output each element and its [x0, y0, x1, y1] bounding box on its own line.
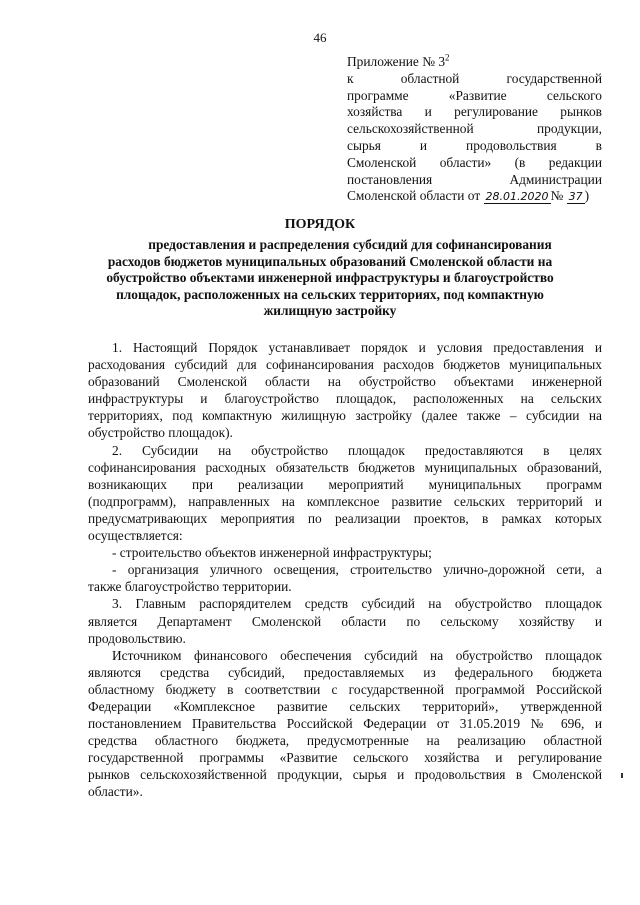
body-line: постановлением Правительства Российской Федерации от 31.05.2019 № 696, и	[88, 716, 602, 732]
handwritten-date: 28.01.2020	[485, 190, 549, 204]
appendix-date-prefix: Смоленской области от	[347, 188, 481, 204]
subtitle-line: предоставления и распределения субсидий для софинансирования	[148, 237, 552, 252]
document-title: ПОРЯДОК	[284, 217, 356, 232]
body-line: является Департамент Смоленской области по сельскому хозяйству и	[88, 613, 602, 629]
body-line: территориях, под компактную жилищную застройку (далее также – субсидии на	[88, 408, 602, 424]
body-line: (подпрограмм), направленных на комплексное развитие сельских территорий и	[88, 493, 602, 509]
appendix-title-text: Приложение № 3	[347, 54, 446, 69]
body-line: средства областного бюджета, предусмотренные на реализацию областной	[88, 733, 602, 749]
handwritten-number: 37	[568, 190, 583, 204]
body-line: обустройство площадок).	[88, 425, 233, 441]
body-line: области».	[88, 784, 143, 800]
subtitle-line: обустройство объектами инженерной инфраструктуры и благоустройство	[106, 270, 554, 286]
body-line: образований Смоленской области на обустройство объектами инженерной	[88, 374, 602, 390]
page-number: 46	[313, 30, 327, 45]
subtitle-line: жилищную застройку	[263, 303, 397, 319]
body-line: предусматривающих мероприятия по реализации проектов, в рамках которых	[88, 510, 602, 526]
document-body	[88, 339, 602, 801]
body-line: продовольствию.	[88, 630, 186, 646]
body-line: - организация уличного освещения, строительство улично-дорожной сети, а	[112, 562, 602, 578]
subtitle-line: площадок, расположенных на сельских территориях, под компактную	[116, 286, 544, 302]
appendix-superscript: 2	[445, 52, 450, 63]
body-line: являются средства субсидий, предоставляемых из федерального бюджета	[88, 664, 602, 680]
appendix-line: постановления Администрации	[347, 171, 602, 187]
subtitle-line: расходов бюджетов муниципальных образований Смоленской области на	[107, 253, 553, 269]
appendix-line: сырья и продовольствия в	[347, 137, 602, 153]
body-line: областному бюджету в соответствии с государственной программой Российской	[88, 681, 602, 697]
body-line: инфраструктуры и благоустройство площадок, расположенных на сельских	[88, 391, 602, 407]
appendix-line: сельскохозяйственной продукции,	[347, 121, 602, 137]
scan-margin-mark	[621, 773, 623, 778]
appendix-line: хозяйства и регулирование рынков	[347, 104, 602, 120]
body-line: 3. Главным распорядителем средств субсидий на обустройство площадок	[112, 596, 602, 612]
closing-paren: )	[584, 188, 590, 204]
body-line: осуществляется:	[88, 528, 183, 544]
body-line: рынков сельскохозяйственной продукции, сырья и продовольствия в Смоленской	[88, 767, 602, 783]
appendix-header	[347, 54, 602, 205]
body-line: Федерации «Комплексное развитие сельских территорий», утвержденной	[88, 698, 602, 714]
body-line: государственной программы «Развитие сельского хозяйства и регулирование	[88, 750, 602, 766]
body-line: 1. Настоящий Порядок устанавливает порядок и условия предоставления и	[112, 340, 602, 355]
document-subtitle	[60, 237, 600, 320]
appendix-line: к областной государственной	[347, 70, 602, 86]
body-line: Источником финансового обеспечения субсидий на обустройство площадок	[112, 647, 602, 663]
appendix-date-line	[347, 188, 602, 205]
appendix-title	[347, 54, 602, 71]
body-line: возникающих при реализации мероприятий муниципальных программ	[88, 476, 602, 492]
number-sign: №	[550, 188, 564, 204]
appendix-line: программе «Развитие сельского	[347, 87, 602, 103]
body-line: также благоустройство территории.	[88, 579, 292, 595]
body-line: - строительство объектов инженерной инфраструктуры;	[112, 545, 432, 561]
appendix-line: Смоленской области» (в редакции	[347, 154, 602, 170]
body-line: 2. Субсидии на обустройство площадок предоставляются в целях	[112, 442, 602, 458]
body-line: расходования субсидий для софинансирования расходов бюджетов муниципальных	[88, 357, 602, 373]
body-line: софинансирования расходных обязательств бюджетов муниципальных образований,	[88, 459, 602, 475]
